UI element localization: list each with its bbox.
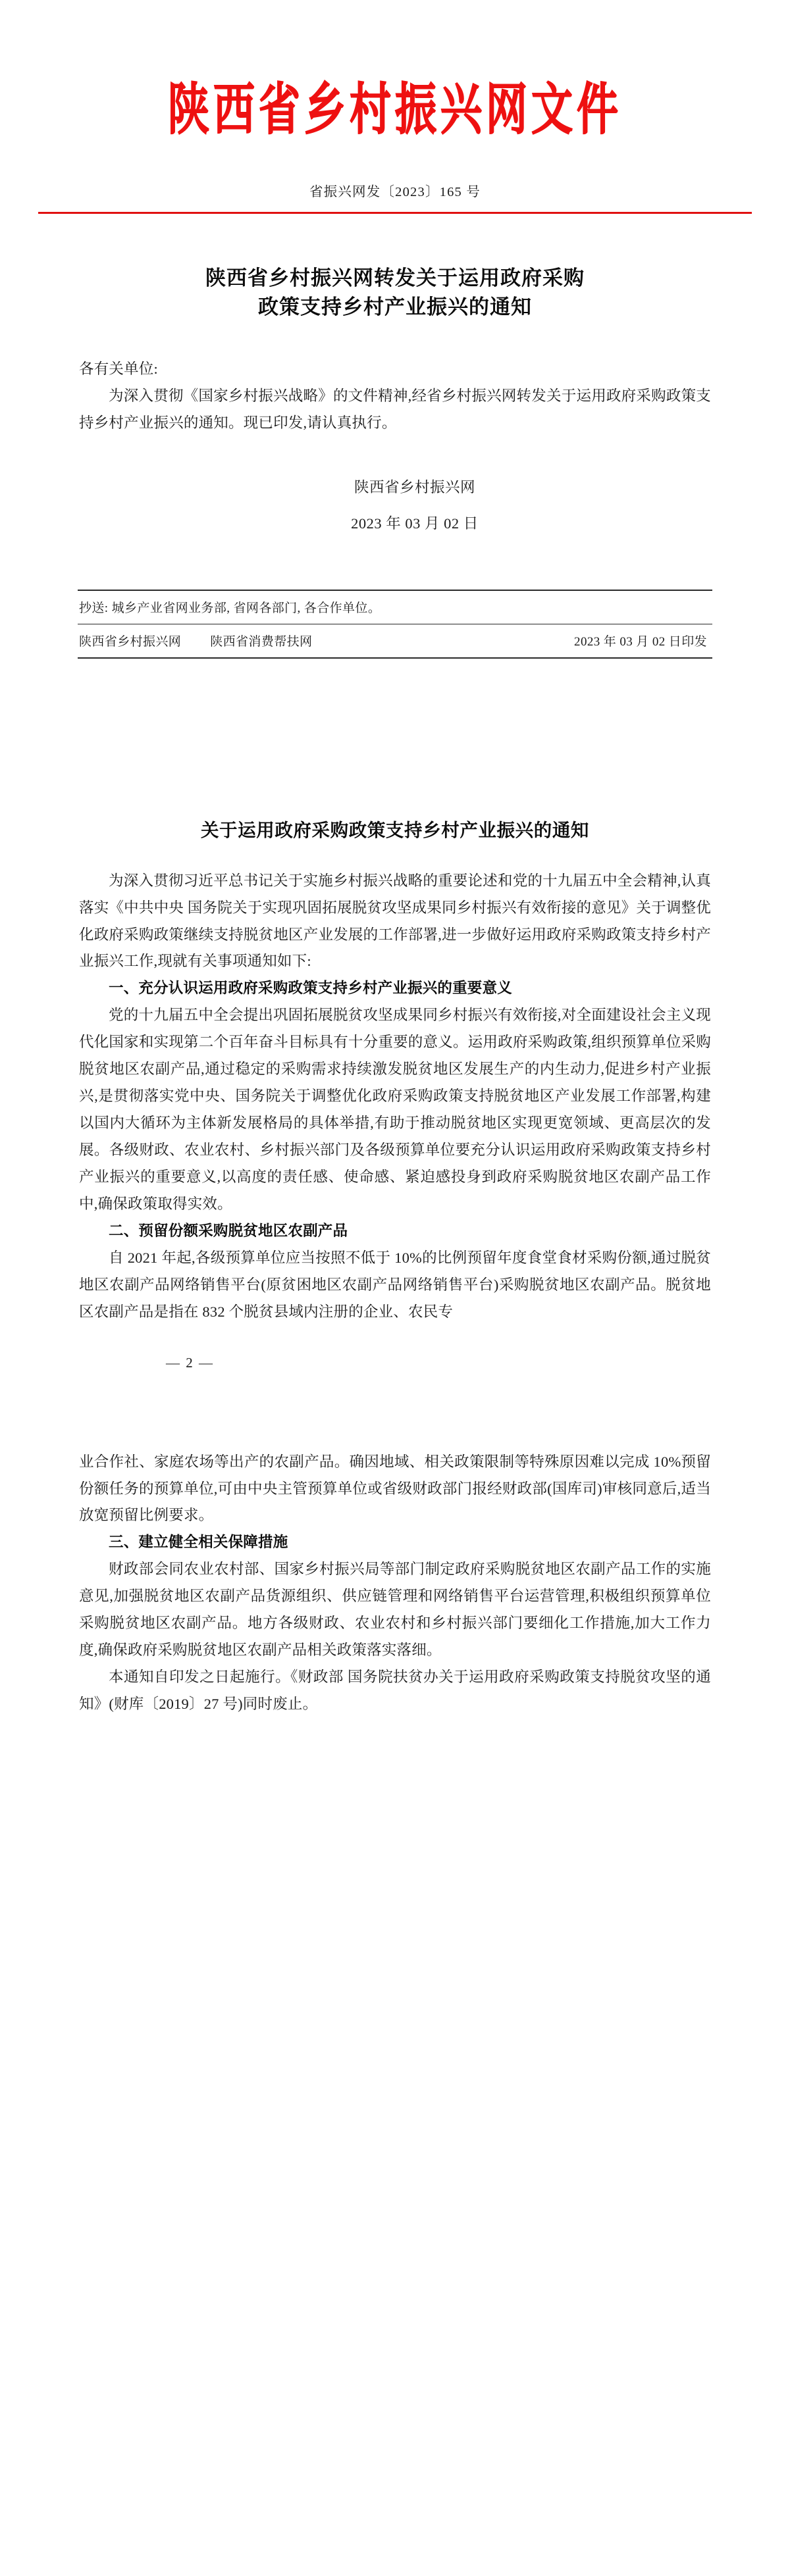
issuer-org-primary: 陕西省乡村振兴网 bbox=[79, 634, 182, 649]
page-break-spacer bbox=[0, 659, 790, 738]
cover-title-line-2: 政策支持乡村产业振兴的通知 bbox=[258, 295, 532, 319]
section-body-2-part-2: 业合作社、家庭农场等出产的农副产品。确因地域、相关政策限制等特殊原因难以完成 10%预留份额任务的预算单位,可由中央主管预算单位或省级财政部门报经财政部(国库司)审核同意后,适当放宽预留比例要求。 bbox=[79, 1453, 711, 1524]
section-heading-3: 三、建立健全相关保障措施 bbox=[109, 1534, 288, 1551]
salutation: 各有关单位: bbox=[79, 361, 158, 378]
section-body-1: 党的十九届五中全会提出巩固拓展脱贫攻坚成果同乡村振兴有效衔接,对全面建设社会主义现代化国家和实现第二个百年奋斗目标具有十分重要的意义。运用政府采购政策,组织预算单位采购脱贫地区农副产品,通过稳定的采购需求持续激发脱贫地区发展生产的内生动力,促进乡村产业振兴,是贯彻落实党中央、国务院关于调整优化政府采购政策支持脱贫地区产业发展工作部署,构建以国内大循环为主体新发展格局的具体举措,有助于推动脱贫地区实现更宽领域、更高层次的发展。各级财政、农业农村、乡村振兴部门及各级预算单位要充分认识运用政府采购政策支持乡村产业振兴的重要意义,以高度的责任感、使命感、紧迫感投身到政府采购脱贫地区农副产品工作中,确保政策取得实效。 bbox=[79, 1007, 711, 1212]
page-break-spacer-2 bbox=[79, 1371, 711, 1449]
issue-print-date: 2023 年 03 月 02 日印发 bbox=[574, 634, 707, 649]
issuer-org-secondary: 陕西省消费帮扶网 bbox=[210, 634, 313, 649]
section-heading-2: 二、预留份额采购脱贫地区农副产品 bbox=[109, 1222, 348, 1239]
cover-body bbox=[79, 322, 711, 437]
issuer-row bbox=[78, 624, 712, 657]
notice-intro-paragraph: 为深入贯彻习近平总书记关于实施乡村振兴战略的重要论述和党的十九届五中全会精神,认真落实《中共中央 国务院关于实现巩固拓展脱贫攻坚成果同乡村振兴有效衔接的意见》关于调整优化政府采购政策继续支持脱贫地区产业发展的工作部署,进一步做好运用政府采购政策支持乡村产业振兴工作,现就有关事项通知如下: bbox=[79, 872, 711, 970]
red-separator-rule bbox=[38, 212, 752, 214]
distribution-footer-table bbox=[78, 590, 712, 659]
cover-document-title bbox=[99, 264, 691, 322]
section-body-3: 财政部会同农业农村部、国家乡村振兴局等部门制定政府采购脱贫地区农副产品工作的实施意见,加强脱贫地区农副产品货源组织、供应链管理和网络销售平台运营管理,积极组织预算单位采购脱贫地区农副产品。地方各级财政、农业农村和乡村振兴部门要细化工作措施,加大工作力度,确保政府采购脱贫地区农副产品相关政策落实落细。 bbox=[79, 1561, 711, 1659]
notice-closing-paragraph: 本通知自印发之日起施行。《财政部 国务院扶贫办关于运用政府采购政策支持脱贫攻坚的通知》(财库〔2019〕27 号)同时废止。 bbox=[79, 1669, 711, 1713]
document-number: 省振兴网发〔2023〕165 号 bbox=[309, 185, 481, 200]
section-heading-1: 一、充分认识运用政府采购政策支持乡村产业振兴的重要意义 bbox=[109, 980, 512, 997]
cover-title-line-1: 陕西省乡村振兴网转发关于运用政府采购 bbox=[205, 266, 585, 290]
issuing-authority-masthead: 陕西省乡村振兴网文件 bbox=[168, 79, 622, 141]
page-number: — 2 — bbox=[166, 1354, 214, 1371]
masthead-header bbox=[0, 0, 790, 141]
signature-date: 2023 年 03 月 02 日 bbox=[351, 515, 479, 532]
cc-recipients-row: 抄送: 城乡产业省网业务部, 省网各部门, 各合作单位。 bbox=[78, 591, 712, 624]
signature-organization: 陕西省乡村振兴网 bbox=[354, 479, 475, 496]
cover-paragraph: 为深入贯彻《国家乡村振兴战略》的文件精神,经省乡村振兴网转发关于运用政府采购政策支持乡村产业振兴的通知。现已印发,请认真执行。 bbox=[79, 388, 711, 432]
notice-title: 关于运用政府采购政策支持乡村产业振兴的通知 bbox=[200, 819, 590, 840]
signature-block bbox=[79, 474, 711, 538]
bottom-spacer bbox=[0, 1718, 790, 1777]
notice-body bbox=[79, 842, 711, 1718]
section-body-2-part-1: 自 2021 年起,各级预算单位应当按照不低于 10%的比例预留年度食堂食材采购份额,通过脱贫地区农副产品网络销售平台(原贫困地区农副产品网络销售平台)采购脱贫地区农副产品。脱贫地区农副产品是指在 832 个脱贫县域内注册的企业、农民专 bbox=[79, 1249, 711, 1320]
